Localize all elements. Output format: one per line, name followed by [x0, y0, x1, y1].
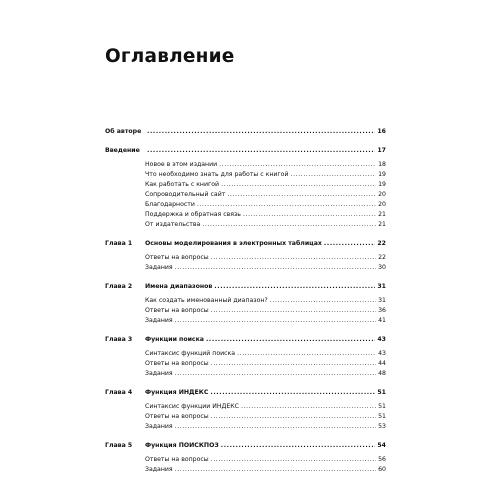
toc-page-number: 43 — [378, 350, 386, 357]
toc-subentry-title: Поддержка и обратная связь — [145, 211, 241, 218]
toc-page-number: 21 — [378, 211, 386, 218]
toc-subentry-title: Ответы на вопросы — [145, 456, 209, 463]
toc-subentry-title: Ответы на вопросы — [145, 307, 209, 314]
toc-page-number: 51 — [378, 413, 386, 420]
dot-leader — [211, 359, 376, 369]
toc-page-number: 22 — [377, 240, 386, 247]
toc-entry-sub[interactable] — [105, 465, 386, 475]
toc-page-number: 53 — [378, 423, 386, 430]
toc-subentry-title: Новое в этом издании — [145, 161, 218, 168]
toc-page-number: 19 — [378, 171, 386, 178]
toc-page-number: 22 — [378, 254, 386, 261]
toc-page-number: 17 — [377, 147, 386, 154]
toc-page-number: 20 — [378, 191, 386, 198]
toc-section-title: Имена диапазонов — [145, 283, 213, 290]
toc-page-number: 16 — [377, 128, 386, 135]
toc-page-number: 48 — [378, 370, 386, 377]
toc-page-number: 43 — [377, 336, 386, 343]
toc-section-title: Функция ИНДЕКС — [145, 389, 209, 396]
toc-subentry-title: Ответы на вопросы — [145, 360, 209, 367]
toc-entry-main[interactable] — [105, 388, 386, 398]
toc-entry-main[interactable] — [105, 441, 386, 451]
toc-subentry-title: Ответы на вопросы — [145, 413, 209, 420]
dot-leader — [241, 402, 376, 412]
toc-page-number: 44 — [378, 360, 386, 367]
toc-entry-sub[interactable] — [105, 170, 386, 180]
toc-subentry-title: Задания — [145, 317, 173, 324]
toc-page-number: 51 — [378, 403, 386, 410]
dot-leader — [211, 306, 376, 316]
dot-leader — [175, 465, 377, 475]
toc-subentry-title: Как создать именованный диапазон? — [145, 297, 268, 304]
dot-leader — [210, 388, 375, 398]
dot-leader — [270, 296, 376, 306]
toc-page-number: 18 — [378, 161, 386, 168]
toc-section-title: Функции поиска — [145, 336, 204, 343]
toc-entry-sub[interactable] — [105, 200, 386, 210]
dot-leader — [221, 180, 376, 190]
toc-section — [105, 441, 386, 475]
toc-subentry-title: Задания — [145, 370, 173, 377]
dot-leader — [219, 160, 376, 170]
toc-entry-sub[interactable] — [105, 402, 386, 412]
toc-subentry-title: Благодарности — [145, 201, 195, 208]
toc-entry-main[interactable] — [105, 239, 386, 249]
dot-leader — [324, 239, 375, 249]
toc-section — [105, 388, 386, 432]
toc-entry-sub[interactable] — [105, 220, 386, 230]
toc-entry-main[interactable] — [105, 127, 386, 137]
toc-page-number: 51 — [377, 389, 386, 396]
toc-section-label: Глава 2 — [105, 283, 133, 290]
toc-entry-sub[interactable] — [105, 306, 386, 316]
toc-page-number: 60 — [378, 466, 386, 473]
toc-subentry-title: Сопроводительный сайт — [145, 191, 226, 198]
toc-section — [105, 127, 386, 137]
toc-section-label: Глава 4 — [105, 389, 133, 396]
toc-page-number: 36 — [378, 307, 386, 314]
toc-entry-sub[interactable] — [105, 253, 386, 263]
toc-entry-sub[interactable] — [105, 369, 386, 379]
toc-entry-main[interactable] — [105, 282, 386, 292]
dot-leader — [175, 369, 377, 379]
toc-subentry-title: Синтаксис функции ИНДЕКС — [145, 403, 240, 410]
dot-leader — [147, 146, 375, 156]
toc-entry-sub[interactable] — [105, 160, 386, 170]
toc-entry-sub[interactable] — [105, 263, 386, 273]
toc-page-number: 31 — [378, 297, 386, 304]
toc-entry-sub[interactable] — [105, 455, 386, 465]
toc-section-label: Глава 3 — [105, 336, 133, 343]
page-title: Оглавление — [105, 46, 235, 67]
toc-subentry-title: Синтаксис функций поиска — [145, 350, 236, 357]
toc-subentry-title: Задания — [145, 466, 173, 473]
dot-leader — [237, 349, 376, 359]
dot-leader — [175, 422, 377, 432]
toc-section — [105, 335, 386, 379]
dot-leader — [211, 455, 376, 465]
toc-entry-sub[interactable] — [105, 412, 386, 422]
toc-subentry-title: От издательства — [145, 221, 201, 228]
dot-leader — [175, 263, 377, 273]
toc-section-label: Введение — [105, 147, 140, 154]
toc-entry-sub[interactable] — [105, 296, 386, 306]
toc-section-label: Глава 5 — [105, 442, 133, 449]
table-of-contents — [105, 127, 386, 484]
toc-entry-sub[interactable] — [105, 210, 386, 220]
toc-page-number: 54 — [377, 442, 386, 449]
toc-entry-sub[interactable] — [105, 359, 386, 369]
toc-section — [105, 282, 386, 326]
dot-leader — [214, 282, 375, 292]
toc-page-number: 21 — [378, 221, 386, 228]
toc-page-number: 19 — [378, 181, 386, 188]
toc-section-label: Глава 1 — [105, 240, 133, 247]
toc-page-number: 41 — [378, 317, 386, 324]
toc-subentry-title: Задания — [145, 264, 173, 271]
toc-page-number: 31 — [377, 283, 386, 290]
dot-leader — [197, 200, 376, 210]
toc-entry-sub[interactable] — [105, 422, 386, 432]
dot-leader — [211, 253, 376, 263]
toc-entry-sub[interactable] — [105, 190, 386, 200]
toc-page-number: 56 — [378, 456, 386, 463]
toc-subentry-title: Задания — [145, 423, 173, 430]
toc-section-label: Об авторе — [105, 128, 142, 135]
toc-entry-sub[interactable] — [105, 180, 386, 190]
dot-leader — [175, 316, 377, 326]
dot-leader — [206, 335, 375, 345]
toc-section-title: Основы моделирования в электронных таблицах — [145, 240, 322, 247]
toc-entry-sub[interactable] — [105, 349, 386, 359]
dot-leader — [291, 170, 377, 180]
toc-entry-main[interactable] — [105, 146, 386, 156]
toc-entry-sub[interactable] — [105, 316, 386, 326]
dot-leader — [227, 190, 376, 200]
dot-leader — [221, 441, 376, 451]
dot-leader — [202, 220, 376, 230]
toc-section — [105, 146, 386, 230]
toc-subentry-title: Ответы на вопросы — [145, 254, 209, 261]
dot-leader — [243, 210, 376, 220]
toc-page-number: 20 — [378, 201, 386, 208]
toc-section-title: Функция ПОИСКПОЗ — [145, 442, 219, 449]
toc-subentry-title: Как работать с книгой — [145, 181, 220, 188]
toc-section — [105, 239, 386, 273]
dot-leader — [147, 127, 375, 137]
toc-subentry-title: Что необходимо знать для работы с книгой — [145, 171, 289, 178]
toc-page-number: 30 — [378, 264, 386, 271]
toc-entry-main[interactable] — [105, 335, 386, 345]
dot-leader — [211, 412, 376, 422]
